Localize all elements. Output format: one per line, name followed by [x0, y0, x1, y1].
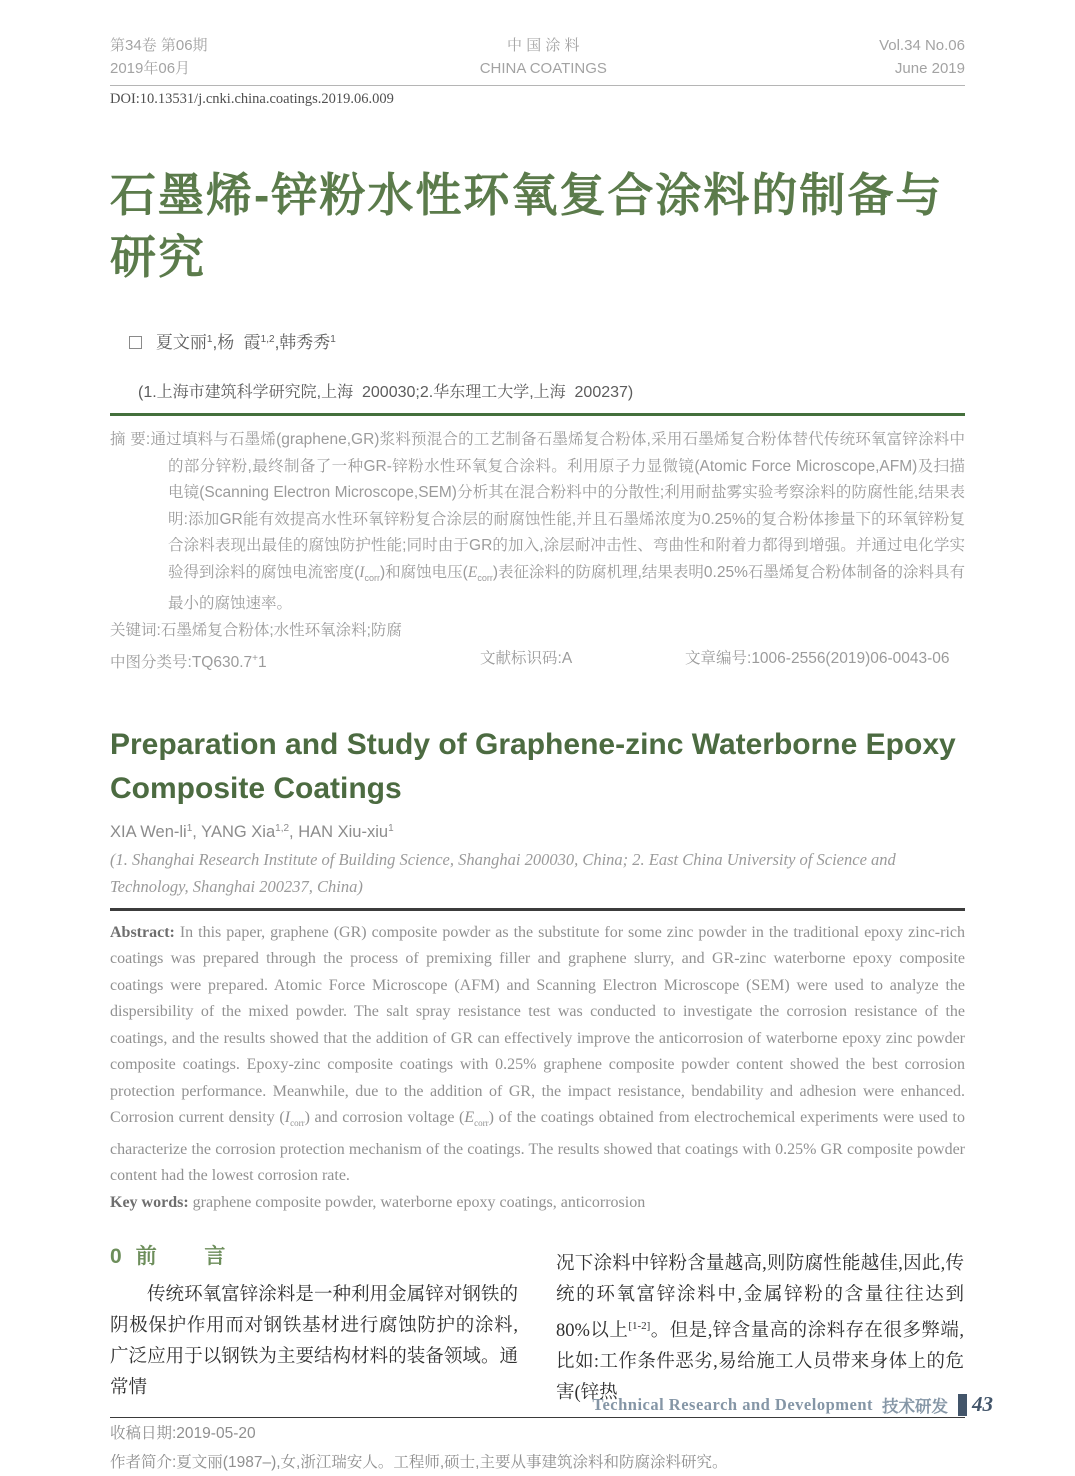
keywords-zh-label: 关键词:	[110, 621, 161, 639]
volume-issue-cn: 第34卷 第06期	[110, 37, 208, 54]
header-left	[110, 34, 208, 80]
author-superscript: 1,2	[275, 822, 290, 834]
intro-columns	[110, 1242, 965, 1409]
author-separator: ,	[192, 822, 202, 841]
author-superscript: 1	[206, 334, 213, 345]
author-marker-icon	[129, 336, 142, 349]
author-superscript: 1	[388, 822, 394, 834]
clc-suffix: 1	[257, 654, 267, 672]
keywords-zh-text: 石墨烯复合粉体;水性环氧涂料;防腐	[160, 621, 402, 639]
author-name: YANG Xia	[201, 822, 276, 841]
keywords-en	[110, 1190, 965, 1217]
journal-header	[110, 34, 965, 80]
affiliation-en: (1. Shanghai Research Institute of Building Science, Shanghai 200030, China; 2. East China University of Science and Technology, Shanghai 200237, China)	[110, 849, 896, 896]
abstract-en	[110, 920, 965, 1190]
classification-row	[110, 646, 965, 677]
article-id	[685, 646, 950, 677]
doi-line: DOI:10.13531/j.cnki.china.coatings.2019.06.009	[110, 91, 394, 107]
keywords-en-label: Key words:	[110, 1193, 189, 1211]
article-id-label: 文章编号:	[685, 650, 752, 668]
abstract-zh-text: )和腐蚀电压(	[379, 563, 468, 581]
journal-name-en: CHINA COATINGS	[479, 60, 607, 77]
clc-superscript: +	[252, 653, 258, 665]
abstract-en-label: Abstract:	[110, 923, 175, 941]
intro-text: 。但是,锌含量高的涂料存在很多弊端,比如:工作条件恶劣,易给施工人员带来身体上的危害(锌热	[556, 1321, 964, 1404]
author-name: 夏文丽	[155, 333, 207, 352]
volume-issue-en: Vol.34 No.06	[879, 37, 965, 54]
abstract-en-text: ) and corrosion voltage (	[304, 1109, 465, 1127]
document-code	[480, 646, 685, 677]
author-name: 韩秀秀	[279, 333, 331, 352]
author-separator: ,	[289, 822, 299, 841]
intro-text: 况下涂料中锌粉含量越高,则防腐性能越佳,因此,传统的环氧富锌涂料中,金属锌粉的含量往往达到80%以上	[556, 1254, 964, 1342]
icorr-symbol: I	[284, 1109, 291, 1127]
icorr-subscript: corr	[364, 572, 380, 583]
dark-divider	[110, 908, 965, 911]
author-bio: 作者简介:夏文丽(1987–),女,浙江瑞安人。工程师,硕士,主要从事建筑涂料和防腐涂料研究。	[110, 1454, 728, 1472]
intro-left-column	[110, 1242, 518, 1409]
keywords-zh	[110, 618, 965, 645]
ecorr-symbol: E	[467, 563, 478, 581]
abstract-zh-text: 通过填料与石墨烯(graphene,GR)浆料预混合的工艺制备石墨烯复合粉体,采用石墨烯复合粉体替代传统环氧富锌涂料中的部分锌粉,最终制备了一种GR-锌粉水性环氧复合涂料。利用原子力显微镜(Atomic Force Microscope,AFM)及扫描电镜(Scanning Electron Microscope,SEM)分析其在混合粉料中的分散性;利用耐盐雾实验考察涂料的防腐性能,结果表明:添加GR能有效提高水性环氧锌粉复合涂层的耐腐蚀性能,并且石墨烯浓度为0.25%的复合粉体掺量下的环氧锌粉复合涂料表现出最佳的腐蚀防护性能;同时由于GR的加入,涂层耐冲击性、弯曲性和附着力都得到增强。并通过电化学实验得到涂料的腐蚀电流密度(	[150, 431, 965, 581]
page-number: 43	[972, 1392, 993, 1416]
section-heading	[110, 1242, 518, 1272]
ecorr-subscript: corr	[477, 572, 493, 583]
affiliation-zh: (1.上海市建筑科学研究院,上海 200030;2.华东理工大学,上海 200237)	[138, 384, 634, 401]
author-zh	[156, 333, 217, 352]
abstract-en-text: ) of the coatings obtained from electrochemical experiments were used to characterize the corrosion protection mechanism of the coatings. The results showed that coatings with 0.25% GR composite powder content had the lowest corrosion rate.	[110, 1109, 966, 1185]
author-superscript: 1	[330, 334, 336, 345]
icorr-symbol: I	[359, 563, 365, 581]
author-en	[201, 823, 298, 841]
ecorr-symbol: E	[464, 1109, 475, 1127]
header-center	[480, 34, 607, 80]
article-id-value: 1006-2556(2019)06-0043-06	[751, 650, 950, 668]
page-footer	[592, 1392, 993, 1417]
authors-zh	[110, 308, 965, 373]
article-title-zh: 石墨烯-锌粉水性环氧复合涂料的制备与研究	[110, 169, 944, 283]
author-name: 杨 霞	[217, 333, 261, 352]
intro-right-column	[556, 1242, 964, 1409]
abstract-en-text: In this paper, graphene (GR) composite powder as the substitute for some zinc powder in the traditional epoxy zinc-rich coatings was prepared through the process of premixing filler and graphene slurry, and GR-zinc waterborne epoxy composite coatings were prepared. Atomic Force Microscope (AFM) and Scanning Electron Microscope (SEM) were used to analyze the dispersibility of the mixed powder. The salt spray resistance test was conducted to investigate the corrosion resistance of the coatings, and the results showed that the addition of GR can effectively improve the anticorrosion of waterborne epoxy zinc powder composite coatings. Epoxy-zinc composite coatings with 0.25% graphene composite powder content showed the best corrosion protection performance. Meanwhile, due to the addition of GR, the impact resistance, bendability and adhesion were enhanced. Corrosion current density (	[110, 923, 965, 1127]
ecorr-subscript: corr	[474, 1118, 489, 1129]
footer-section-en: Technical Research and Development	[592, 1394, 873, 1414]
received-date: 收稿日期:2019-05-20	[110, 1425, 256, 1443]
author-en	[110, 823, 201, 841]
intro-paragraph-right	[556, 1249, 964, 1409]
clc-number	[110, 646, 480, 677]
author-superscript: 1	[186, 822, 193, 834]
doc-code-label: 文献标识码:	[480, 650, 562, 668]
author-zh	[279, 333, 336, 352]
author-en	[298, 823, 393, 841]
footer-bar-icon	[958, 1394, 967, 1416]
abstract-zh	[110, 427, 965, 618]
author-name: HAN Xiu-xiu	[298, 822, 389, 841]
author-separator: ,	[274, 333, 280, 352]
section-number: 0	[110, 1245, 122, 1269]
journal-name-cn: 中 国 涂 料	[507, 37, 580, 54]
icorr-subscript: corr	[290, 1118, 305, 1129]
header-divider	[110, 85, 965, 86]
footnote-divider	[110, 1417, 965, 1418]
author-name: XIA Wen-li	[110, 822, 187, 841]
citation-superscript: [1-2]	[628, 1320, 651, 1333]
doc-code-value: A	[561, 650, 573, 668]
abstract-zh-text: )表征涂料的防腐机理,结果表明0.25%石墨烯复合粉体制备的涂料具有最小的腐蚀速率。	[168, 563, 966, 613]
author-superscript: 1,2	[260, 334, 275, 345]
date-en: June 2019	[894, 60, 965, 77]
author-separator: ,	[212, 333, 218, 352]
abstract-zh-label: 摘 要:	[110, 431, 151, 448]
author-zh	[217, 333, 279, 352]
clc-label: 中图分类号:	[110, 654, 192, 672]
footer-section-zh: 技术研发	[882, 1396, 948, 1416]
green-divider	[110, 413, 965, 416]
keywords-en-text: graphene composite powder, waterborne epoxy coatings, anticorrosion	[188, 1193, 646, 1211]
intro-paragraph-left: 传统环氧富锌涂料是一种利用金属锌对钢铁的阴极保护作用而对钢铁基材进行腐蚀防护的涂料,广泛应用于以钢铁为主要结构材料的装备领域。通常情	[110, 1285, 518, 1399]
section-title: 前 言	[135, 1245, 238, 1269]
clc-value: TQ630.7	[191, 654, 253, 672]
article-title-en: Preparation and Study of Graphene-zinc Waterborne Epoxy Composite Coatings	[110, 727, 956, 805]
authors-en	[110, 823, 965, 842]
header-right	[879, 34, 965, 80]
date-cn: 2019年06月	[110, 60, 191, 77]
